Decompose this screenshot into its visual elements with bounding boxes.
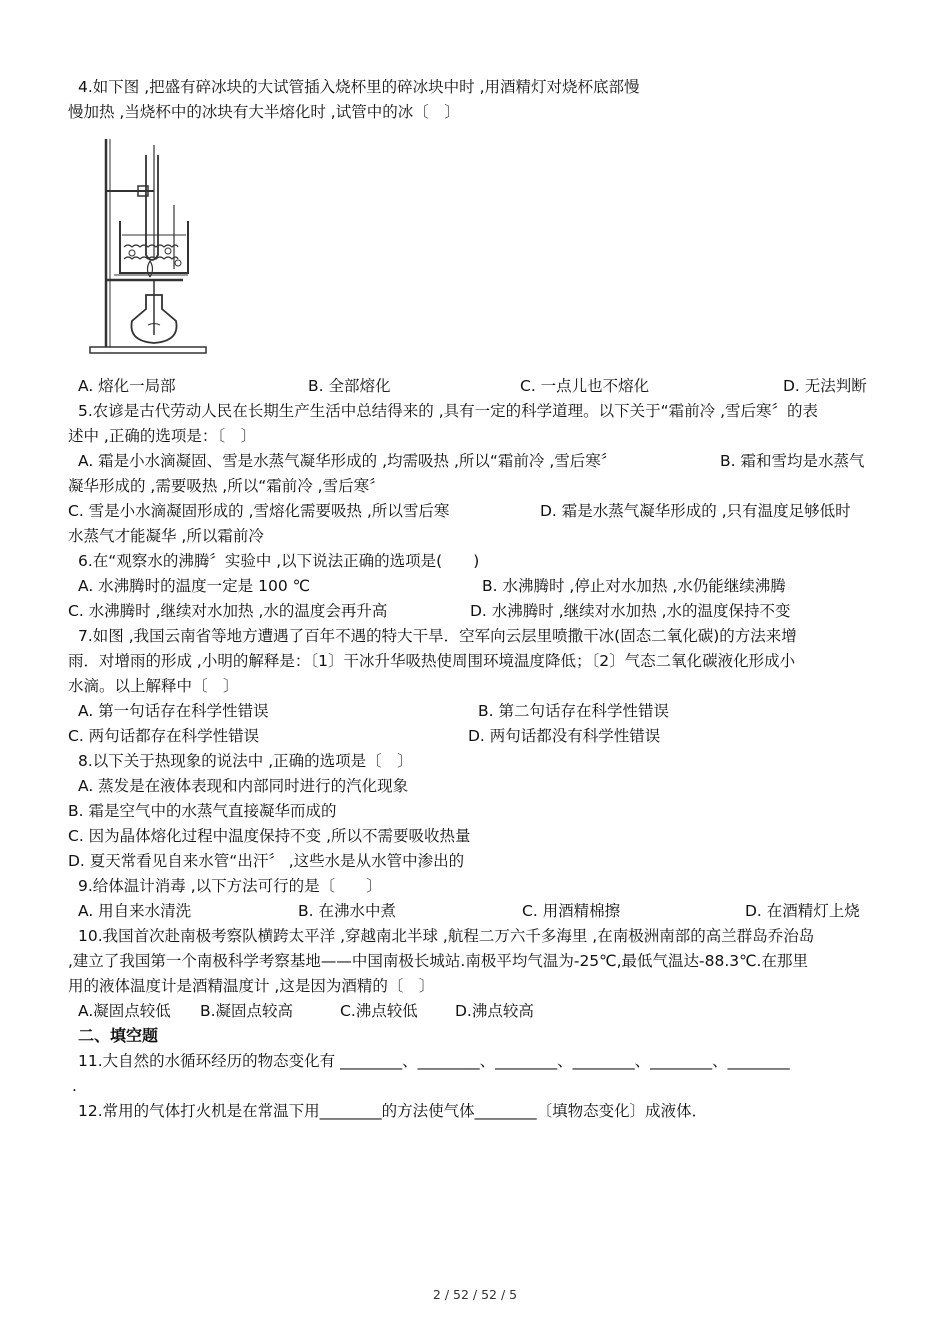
q9-option-d[interactable]: D. 在酒精灯上烧: [745, 902, 860, 920]
q7-stem-line1: 7.如图 ,我国云南省等地方遭遇了百年不遇的特大干旱．空军向云层里喷撒干冰(固态二氧化碳)的方法来增: [78, 627, 797, 645]
q9-option-b[interactable]: B. 在沸水中煮: [298, 902, 396, 920]
q8-option-c[interactable]: C. 因为晶体熔化过程中温度保持不变 ,所以不需要吸收热量: [68, 827, 471, 845]
q4-option-b[interactable]: B. 全部熔化: [308, 377, 391, 395]
beaker-heating-diagram: [88, 135, 208, 357]
q6-option-c[interactable]: C. 水沸腾时 ,继续对水加热 ,水的温度会再升高: [68, 602, 388, 620]
q10-option-b[interactable]: B.凝固点较高: [200, 1002, 294, 1020]
q5-option-a[interactable]: A. 霜是小水滴凝固、雪是水蒸气凝华形成的 ,均需吸热 ,所以“霜前冷 ,雪后寒〞: [78, 452, 617, 470]
q5-option-c[interactable]: C. 雪是小水滴凝固形成的 ,雪熔化需要吸热 ,所以雪后寒: [68, 502, 450, 520]
q11-stem: 11.大自然的水循环经历的物态变化有 ________、________、________、________、________、________: [78, 1052, 790, 1070]
q12-stem: 12.常用的气体打火机是在常温下用________的方法使气体________〔填物态变化〕成液体．: [78, 1102, 708, 1120]
q5-stem-line1: 5.农谚是古代劳动人民在长期生产生活中总结得来的 ,具有一定的科学道理。以下关于“霜前冷 ,雪后寒〞的表: [78, 402, 819, 420]
q5-stem-line2: 述中 ,正确的选项是：〔 〕: [68, 427, 257, 445]
q7-option-b[interactable]: B. 第二句话存在科学性错误: [478, 702, 669, 720]
q9-option-c[interactable]: C. 用酒精棉擦: [522, 902, 621, 920]
q4-option-d[interactable]: D. 无法判断: [783, 377, 867, 395]
q7-option-d[interactable]: D. 两句话都没有科学性错误: [468, 727, 661, 745]
q6-option-d[interactable]: D. 水沸腾时 ,继续对水加热 ,水的温度保持不变: [470, 602, 791, 620]
q8-stem: 8.以下关于热现象的说法中 ,正确的选项是〔 〕: [78, 752, 413, 770]
q10-option-c[interactable]: C.沸点较低: [340, 1002, 418, 1020]
q10-option-a[interactable]: A.凝固点较低: [78, 1002, 171, 1020]
q7-stem-line3: 水滴。以上解释中〔 〕: [68, 677, 239, 695]
q8-option-b[interactable]: B. 霜是空气中的水蒸气直接凝华而成的: [68, 802, 337, 820]
q10-stem-line2: ,建立了我国第一个南极科学考察基地——中国南极长城站.南极平均气温为-25℃,最低气温达-88.3℃.在那里: [68, 952, 808, 970]
q5-option-d[interactable]: D. 霜是水蒸气凝华形成的 ,只有温度足够低时: [540, 502, 851, 520]
q5-option-d-cont: 水蒸气才能凝华 ,所以霜前冷: [68, 527, 264, 545]
q9-stem: 9.给体温计消毒 ,以下方法可行的是〔 〕: [78, 877, 382, 895]
q5-option-b-cont: 凝华形成的 ,需要吸热 ,所以“霜前冷 ,雪后寒〞: [68, 477, 385, 495]
q10-stem-line1: 10.我国首次赴南极考察队横跨太平洋 ,穿越南北半球 ,航程二万六千多海里 ,在南极洲南部的高兰群岛乔治岛: [78, 927, 815, 945]
q4-apparatus-figure: [88, 135, 208, 357]
q4-option-a[interactable]: A. 熔化一局部: [78, 377, 176, 395]
q6-option-a[interactable]: A. 水沸腾时的温度一定是 100 ℃: [78, 577, 311, 595]
q4-option-c[interactable]: C. 一点儿也不熔化: [520, 377, 650, 395]
q10-option-d[interactable]: D.沸点较高: [455, 1002, 534, 1020]
section-title-fill-in: 二、填空题: [78, 1026, 159, 1045]
q4-stem-line2: 慢加热 ,当烧杯中的冰块有大半熔化时 ,试管中的冰〔 〕: [68, 103, 460, 121]
q10-stem-line3: 用的液体温度计是酒精温度计 ,这是因为酒精的〔 〕: [68, 977, 435, 995]
q7-stem-line2: 雨．对增雨的形成 ,小明的解释是：〔1〕干冰升华吸热使周围环境温度降低；〔2〕气态二氧化碳液化形成小: [68, 652, 796, 670]
q7-option-a[interactable]: A. 第一句话存在科学性错误: [78, 702, 269, 720]
q5-option-b[interactable]: B. 霜和雪均是水蒸气: [720, 452, 865, 470]
q9-option-a[interactable]: A. 用自来水清洗: [78, 902, 192, 920]
q8-option-d[interactable]: D. 夏天常看见自来水管“出汗〞 ,这些水是从水管中渗出的: [68, 852, 465, 870]
q4-stem-line1: 4.如下图 ,把盛有碎冰块的大试管插入烧杯里的碎冰块中时 ,用酒精灯对烧杯底部慢: [78, 78, 640, 96]
page-number: 2 / 52 / 52 / 5: [432, 1287, 518, 1302]
q11-tail: .: [72, 1077, 77, 1095]
q6-stem: 6.在“观察水的沸腾〞实验中 ,以下说法正确的选项是( ): [78, 552, 480, 570]
q7-option-c[interactable]: C. 两句话都存在科学性错误: [68, 727, 260, 745]
q6-option-b[interactable]: B. 水沸腾时 ,停止对水加热 ,水仍能继续沸腾: [482, 577, 786, 595]
q8-option-a[interactable]: A. 蒸发是在液体表现和内部同时进行的汽化现象: [78, 777, 409, 795]
